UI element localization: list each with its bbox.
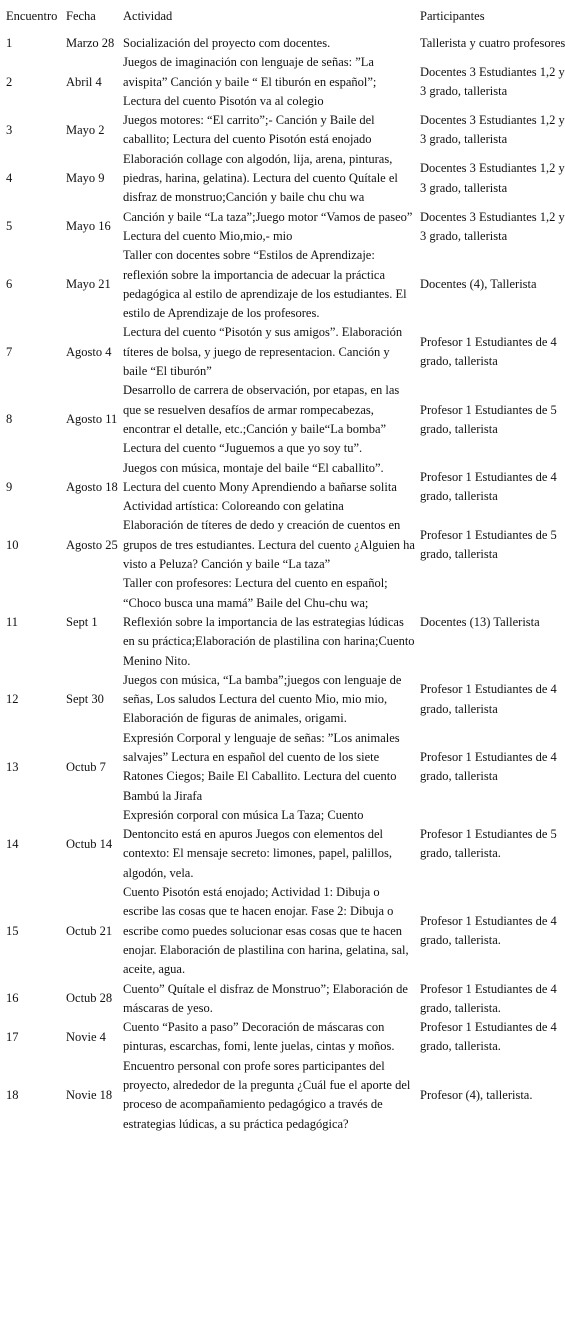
cell-actividad: Canción y baile “La taza”;Juego motor “Vamos de paseo” Lectura del cuento Mio,mio,- mio bbox=[123, 209, 413, 243]
cell-fecha: Octub 28 bbox=[66, 991, 113, 1006]
cell-encuentro: 7 bbox=[6, 344, 13, 359]
cell-participantes: Profesor 1 Estudiantes de 5 grado, tallerista bbox=[420, 528, 557, 562]
cell-participantes: Tallerista y cuatro profesores bbox=[420, 36, 565, 50]
table-row bbox=[0, 208, 565, 247]
cell-fecha: Abril 4 bbox=[66, 74, 102, 89]
cell-fecha: Novie 4 bbox=[66, 1029, 106, 1044]
cell-encuentro: 3 bbox=[6, 122, 13, 137]
cell-encuentro: 13 bbox=[6, 759, 19, 774]
cell-encuentro: 9 bbox=[6, 479, 13, 494]
cell-participantes: Profesor 1 Estudiantes de 4 grado, tallerista bbox=[420, 749, 557, 784]
cell-actividad: Cuento “Pasito a paso” Decoración de máscaras con pinturas, escarchas, fomi, lente juelas, cintas y moños. bbox=[123, 1020, 395, 1054]
table-row bbox=[0, 459, 565, 517]
cell-fecha: Mayo 9 bbox=[66, 171, 105, 186]
cell-participantes: Docentes (4), Tallerista bbox=[420, 277, 537, 292]
cell-participantes: Profesor 1 Estudiantes de 4 grado, tallerista bbox=[420, 335, 557, 369]
cell-fecha: Octub 14 bbox=[66, 836, 113, 851]
cell-actividad: Elaboración de títeres de dedo y creación de cuentos en grupos de tres estudiantes. Lectura del cuento ¿Alguien ha visto a Peluza? Canción y baile “La taza” bbox=[123, 518, 415, 572]
cell-encuentro: 18 bbox=[6, 1087, 19, 1102]
cell-actividad: Lectura del cuento “Pisotón y sus amigos”. Elaboración títeres de bolsa, y juego de representacion. Canción y baile “El tiburón” bbox=[123, 325, 403, 379]
cell-encuentro: 11 bbox=[6, 614, 19, 629]
table-row bbox=[0, 516, 565, 574]
table-row bbox=[0, 806, 565, 883]
cell-fecha: Octub 21 bbox=[66, 923, 113, 938]
cell-encuentro: 5 bbox=[6, 219, 13, 234]
table-body bbox=[0, 34, 565, 1134]
cell-fecha: Sept 1 bbox=[66, 614, 98, 629]
cell-participantes: Profesor 1 Estudiantes de 4 grado, tallerista. bbox=[420, 914, 557, 948]
cell-encuentro: 8 bbox=[6, 412, 13, 427]
cell-actividad: Socialización del proyecto com docentes. bbox=[123, 36, 331, 50]
cell-encuentro: 14 bbox=[6, 836, 19, 851]
cell-fecha: Marzo 28 bbox=[66, 36, 115, 50]
cell-participantes: Profesor 1 Estudiantes de 4 grado, tallerista. bbox=[420, 981, 557, 1015]
cell-participantes: Profesor 1 Estudiantes de 4 grado, tallerista bbox=[420, 470, 557, 504]
cell-participantes: Profesor 1 Estudiantes de 5 grado, tallerista bbox=[420, 402, 557, 436]
table-row bbox=[0, 1018, 565, 1057]
cell-actividad: Juegos motores: “El carrito”;- Canción y Baile del caballito; Lectura del cuento Pisotón está enojado bbox=[123, 113, 375, 147]
cell-fecha: Agosto 25 bbox=[66, 537, 118, 552]
cell-fecha: Mayo 16 bbox=[66, 219, 111, 234]
table-row bbox=[0, 323, 565, 381]
cell-actividad: Taller con profesores: Lectura del cuento en español; “Choco busca una mamá” Baile del Chu-chu wa; Reflexión sobre la importancia de las estrategias lúdicas en su práctica;Elaboración de plastilina con harina;Cuento Menino Nito. bbox=[123, 576, 415, 668]
cell-fecha: Agosto 4 bbox=[66, 344, 112, 359]
cell-encuentro: 1 bbox=[6, 36, 13, 50]
table-row bbox=[0, 1057, 565, 1134]
header-fecha: Fecha bbox=[66, 9, 96, 24]
cell-fecha: Mayo 2 bbox=[66, 122, 105, 137]
table-row bbox=[0, 729, 565, 806]
header-participantes: Participantes bbox=[420, 9, 485, 24]
cell-participantes: Docentes 3 Estudiantes 1,2 y 3 grado, tallerista bbox=[420, 113, 565, 147]
table-row bbox=[0, 980, 565, 1019]
table-header-row bbox=[0, 0, 565, 34]
cell-actividad: Expresión corporal con música La Taza; Cuento Dentoncito está en apuros Juegos con elementos del contexto: El mensaje secreto: limones, papel, palillos, algodón, vela. bbox=[123, 807, 393, 880]
cell-actividad: Expresión Corporal y lenguaje de señas: ”Los animales salvajes” Lectura en español del cuento de los siete Ratones Ciegos; Baile El Caballito. Lectura del cuento Bambú la Jirafa bbox=[123, 730, 400, 803]
table-row bbox=[0, 883, 565, 979]
cell-fecha: Mayo 21 bbox=[66, 277, 111, 292]
cell-participantes: Docentes 3 Estudiantes 1,2 y 3 grado, tallerista bbox=[420, 161, 565, 195]
cell-participantes: Docentes (13) Tallerista bbox=[420, 614, 540, 629]
cell-encuentro: 15 bbox=[6, 923, 19, 938]
cell-actividad: Cuento Pisotón está enojado; Actividad 1: Dibuja o escribe las cosas que te hacen enojar. Fase 2: Dibuja o escribe como puedes solucionar esas cosas que te hacen enojar. Elaboración de plastilina con harina, gelatina, sal, aceite, agua. bbox=[123, 885, 409, 977]
table-row bbox=[0, 381, 565, 458]
cell-participantes: Profesor (4), tallerista. bbox=[420, 1087, 533, 1102]
table-row bbox=[0, 671, 565, 729]
cell-fecha: Octub 7 bbox=[66, 759, 106, 774]
cell-participantes: Profesor 1 Estudiantes de 5 grado, tallerista. bbox=[420, 827, 557, 861]
cell-encuentro: 16 bbox=[6, 991, 19, 1006]
cell-actividad: Cuento” Quítale el disfraz de Monstruo”; Elaboración de máscaras de yeso. bbox=[123, 981, 408, 1015]
table-row bbox=[0, 574, 565, 670]
cell-participantes: Profesor 1 Estudiantes de 4 grado, tallerista. bbox=[420, 1020, 557, 1054]
cell-actividad: Juegos con música, montaje del baile “El caballito”. Lectura del cuento Mony Aprendiendo a bañarse solita Actividad artística: Coloreando con gelatina bbox=[123, 460, 397, 514]
cell-encuentro: 6 bbox=[6, 277, 13, 292]
table-row bbox=[0, 53, 565, 111]
cell-fecha: Agosto 18 bbox=[66, 479, 118, 494]
cell-actividad: Encuentro personal con profe sores participantes del proyecto, alrededor de la pregunta ¿Cuál fue el aporte del proceso de acompañamiento pedagógico a través de estrategias lúdicas, a su práctica pedagógica? bbox=[123, 1058, 411, 1131]
cell-encuentro: 12 bbox=[6, 692, 19, 707]
cell-actividad: Taller con docentes sobre “Estilos de Aprendizaje: reflexión sobre la importancia de adecuar la práctica pedagógica al estilo de aprendizaje de los estudiantes. El estilo de Aprendizaje de los profesores. bbox=[123, 248, 407, 321]
cell-fecha: Agosto 11 bbox=[66, 412, 118, 427]
cell-participantes: Profesor 1 Estudiantes de 4 grado, tallerista bbox=[420, 682, 557, 716]
cell-encuentro: 10 bbox=[6, 537, 19, 552]
header-encuentro: Encuentro bbox=[6, 9, 58, 24]
cell-participantes: Docentes 3 Estudiantes 1,2 y 3 grado, tallerista bbox=[420, 209, 565, 243]
cell-fecha: Sept 30 bbox=[66, 692, 104, 707]
cell-actividad: Elaboración collage con algodón, lija, arena, pinturas, piedras, harina, gelatina). Lectura del cuento Quítale el disfraz de monstruo;Canción y baile chu chu wa bbox=[123, 151, 398, 205]
cell-encuentro: 17 bbox=[6, 1029, 19, 1044]
table-row bbox=[0, 150, 565, 208]
table-row bbox=[0, 246, 565, 323]
table-row bbox=[0, 34, 565, 53]
cell-actividad: Juegos de imaginación con lenguaje de señas: ”La avispita” Canción y baile “ El tiburón en español”; Lectura del cuento Pisotón va al colegio bbox=[123, 55, 377, 108]
table-row bbox=[0, 111, 565, 150]
cell-actividad: Desarrollo de carrera de observación, por etapas, en las que se resuelven desafíos de armar rompecabezas, encontrar el detalle, etc.;Canción y baile“La bomba” Lectura del cuento “Juguemos a que yo soy tu”. bbox=[123, 383, 400, 456]
cell-encuentro: 4 bbox=[6, 171, 13, 186]
cell-participantes: Docentes 3 Estudiantes 1,2 y 3 grado, tallerista bbox=[420, 64, 565, 99]
header-actividad: Actividad bbox=[123, 9, 173, 24]
cell-fecha: Novie 18 bbox=[66, 1087, 113, 1102]
cell-actividad: Juegos con música, “La bamba”;juegos con lenguaje de señas, Los saludos Lectura del cuento Mio, mio mio, Elaboración de figuras de animales, origami. bbox=[123, 672, 402, 726]
cell-encuentro: 2 bbox=[6, 74, 13, 89]
